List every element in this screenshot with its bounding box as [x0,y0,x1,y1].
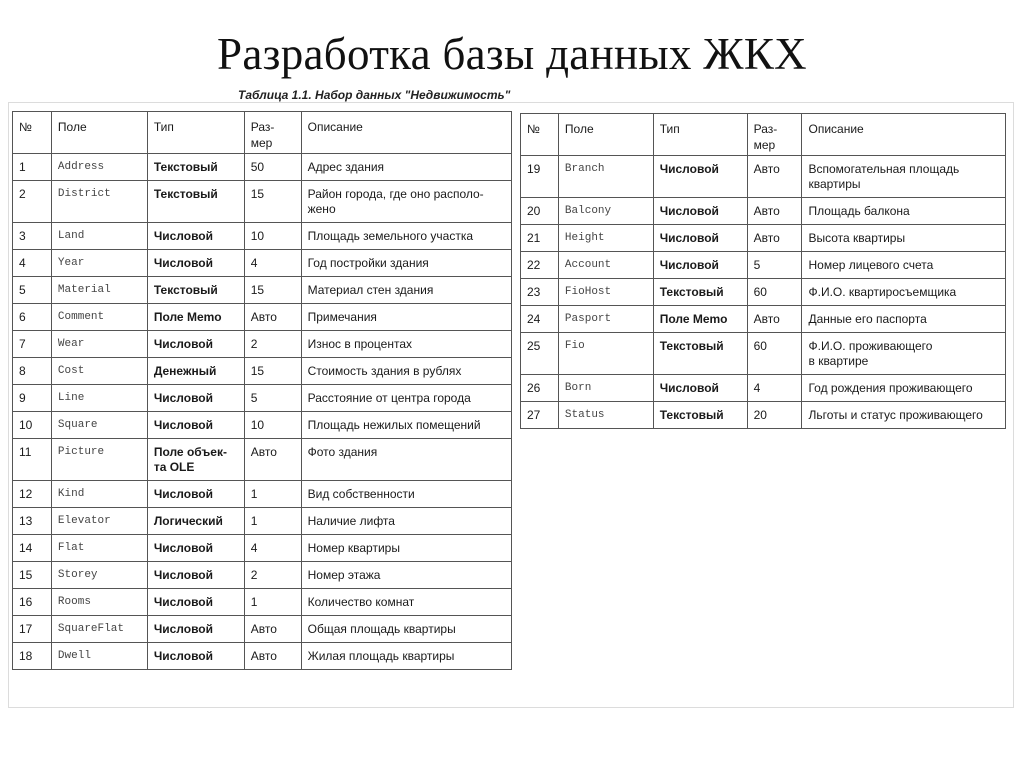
field-size: 5 [747,252,802,279]
row-number: 4 [13,250,52,277]
field-type: Числовой [147,481,244,508]
field-name: Status [558,402,653,429]
field-type: Числовой [147,616,244,643]
field-type: Поле объек- та OLE [147,439,244,481]
table-row [521,156,1006,198]
field-description: Общая площадь квартиры [301,616,511,643]
field-size: 2 [244,562,301,589]
field-type: Текстовый [653,402,747,429]
header-field: Поле [51,112,147,154]
table-row [13,223,512,250]
field-type: Поле Memo [653,306,747,333]
field-description: Наличие лифта [301,508,511,535]
field-size: 5 [244,385,301,412]
field-type: Числовой [653,198,747,225]
row-number: 22 [521,252,559,279]
header-type: Тип [147,112,244,154]
header-size: Раз- мер [244,112,301,154]
header-description: Описание [301,112,511,154]
field-name: Account [558,252,653,279]
field-description: Вспомогательная площадь квартиры [802,156,1006,198]
table-row [13,154,512,181]
field-type: Числовой [147,643,244,670]
table-row [521,198,1006,225]
field-size: 60 [747,333,802,375]
field-description: Вид собственности [301,481,511,508]
header-num: № [13,112,52,154]
field-size: 15 [244,277,301,304]
field-size: 4 [244,250,301,277]
field-name: Material [51,277,147,304]
field-description: Стоимость здания в рублях [301,358,511,385]
field-name: Square [51,412,147,439]
field-name: Height [558,225,653,252]
row-number: 18 [13,643,52,670]
table-row [13,481,512,508]
table-row [13,589,512,616]
field-size: 4 [747,375,802,402]
row-number: 13 [13,508,52,535]
field-type: Текстовый [147,154,244,181]
field-size: 10 [244,223,301,250]
field-size: Авто [747,306,802,333]
table-row [521,279,1006,306]
row-number: 16 [13,589,52,616]
field-name: Storey [51,562,147,589]
row-number: 5 [13,277,52,304]
field-name: Pasport [558,306,653,333]
field-description: Район города, где оно располо- жено [301,181,511,223]
field-type: Числовой [653,252,747,279]
field-name: District [51,181,147,223]
field-size: 15 [244,181,301,223]
field-name: Year [51,250,147,277]
row-number: 1 [13,154,52,181]
field-type: Денежный [147,358,244,385]
field-name: Born [558,375,653,402]
field-type: Числовой [147,331,244,358]
field-type: Числовой [147,562,244,589]
table-row [521,333,1006,375]
row-number: 15 [13,562,52,589]
field-name: Balcony [558,198,653,225]
field-type: Числовой [653,375,747,402]
field-name: Dwell [51,643,147,670]
field-description: Примечания [301,304,511,331]
header-size: Раз- мер [747,114,802,156]
field-name: Land [51,223,147,250]
table-row [13,304,512,331]
row-number: 21 [521,225,559,252]
table-row [13,331,512,358]
field-description: Площадь земельного участка [301,223,511,250]
field-type: Текстовый [147,277,244,304]
table-row [13,508,512,535]
field-type: Числовой [147,223,244,250]
field-description: Площадь нежилых помещений [301,412,511,439]
field-name: Wear [51,331,147,358]
field-size: Авто [747,198,802,225]
field-type: Числовой [147,412,244,439]
field-name: Address [51,154,147,181]
field-size: Авто [747,225,802,252]
field-description: Площадь балкона [802,198,1006,225]
field-type: Логический [147,508,244,535]
field-size: 15 [244,358,301,385]
field-description: Льготы и статус проживающего [802,402,1006,429]
field-name: Line [51,385,147,412]
field-name: Branch [558,156,653,198]
table-row [13,643,512,670]
table-caption: Таблица 1.1. Набор данных "Недвижимость" [238,88,511,102]
field-type: Числовой [653,156,747,198]
field-type: Текстовый [653,333,747,375]
field-type: Числовой [147,589,244,616]
slide-title: Разработка базы данных ЖКХ [217,29,807,79]
row-number: 8 [13,358,52,385]
row-number: 2 [13,181,52,223]
table-row [521,225,1006,252]
row-number: 17 [13,616,52,643]
field-size: 2 [244,331,301,358]
table-header-row [13,112,512,154]
field-name: SquareFlat [51,616,147,643]
table-row [13,439,512,481]
field-name: Flat [51,535,147,562]
row-number: 6 [13,304,52,331]
field-description: Фото здания [301,439,511,481]
header-num: № [521,114,559,156]
table-row [13,358,512,385]
header-type: Тип [653,114,747,156]
field-size: 10 [244,412,301,439]
row-number: 10 [13,412,52,439]
row-number: 25 [521,333,559,375]
table-row [13,181,512,223]
field-size: 50 [244,154,301,181]
table-row [521,402,1006,429]
field-name: Fio [558,333,653,375]
field-size: Авто [244,304,301,331]
field-size: 4 [244,535,301,562]
table-row [13,277,512,304]
field-name: Cost [51,358,147,385]
field-description: Материал стен здания [301,277,511,304]
field-size: 1 [244,481,301,508]
table-row [13,385,512,412]
field-name: Picture [51,439,147,481]
table-header-row [521,114,1006,156]
field-type: Числовой [147,250,244,277]
field-description: Расстояние от центра города [301,385,511,412]
field-size: Авто [244,616,301,643]
field-size: 1 [244,508,301,535]
table-row [521,306,1006,333]
field-size: Авто [244,439,301,481]
field-description: Данные его паспорта [802,306,1006,333]
row-number: 11 [13,439,52,481]
table-row [13,535,512,562]
field-description: Ф.И.О. проживающего в квартире [802,333,1006,375]
field-type: Текстовый [147,181,244,223]
row-number: 9 [13,385,52,412]
field-description: Адрес здания [301,154,511,181]
field-type: Текстовый [653,279,747,306]
field-description: Год постройки здания [301,250,511,277]
row-number: 26 [521,375,559,402]
row-number: 24 [521,306,559,333]
field-type: Поле Memo [147,304,244,331]
row-number: 19 [521,156,559,198]
row-number: 20 [521,198,559,225]
field-description: Износ в процентах [301,331,511,358]
field-description: Номер лицевого счета [802,252,1006,279]
row-number: 12 [13,481,52,508]
field-name: FioHost [558,279,653,306]
table-row [521,375,1006,402]
table-row [13,562,512,589]
row-number: 23 [521,279,559,306]
table-row [13,412,512,439]
field-description: Высота квартиры [802,225,1006,252]
field-type: Числовой [147,535,244,562]
field-name: Kind [51,481,147,508]
table-row [521,252,1006,279]
field-size: 1 [244,589,301,616]
field-name: Comment [51,304,147,331]
dataset-table-right [520,113,1006,429]
table-row [13,250,512,277]
field-size: 60 [747,279,802,306]
field-description: Жилая площадь квартиры [301,643,511,670]
row-number: 14 [13,535,52,562]
field-description: Год рождения проживающего [802,375,1006,402]
field-description: Номер квартиры [301,535,511,562]
field-size: Авто [747,156,802,198]
header-description: Описание [802,114,1006,156]
field-size: 20 [747,402,802,429]
row-number: 7 [13,331,52,358]
field-description: Номер этажа [301,562,511,589]
row-number: 3 [13,223,52,250]
field-size: Авто [244,643,301,670]
field-name: Elevator [51,508,147,535]
field-type: Числовой [147,385,244,412]
header-field: Поле [558,114,653,156]
field-type: Числовой [653,225,747,252]
table-row [13,616,512,643]
field-description: Количество комнат [301,589,511,616]
field-name: Rooms [51,589,147,616]
dataset-table-left [12,111,512,670]
row-number: 27 [521,402,559,429]
field-description: Ф.И.О. квартиросъемщика [802,279,1006,306]
